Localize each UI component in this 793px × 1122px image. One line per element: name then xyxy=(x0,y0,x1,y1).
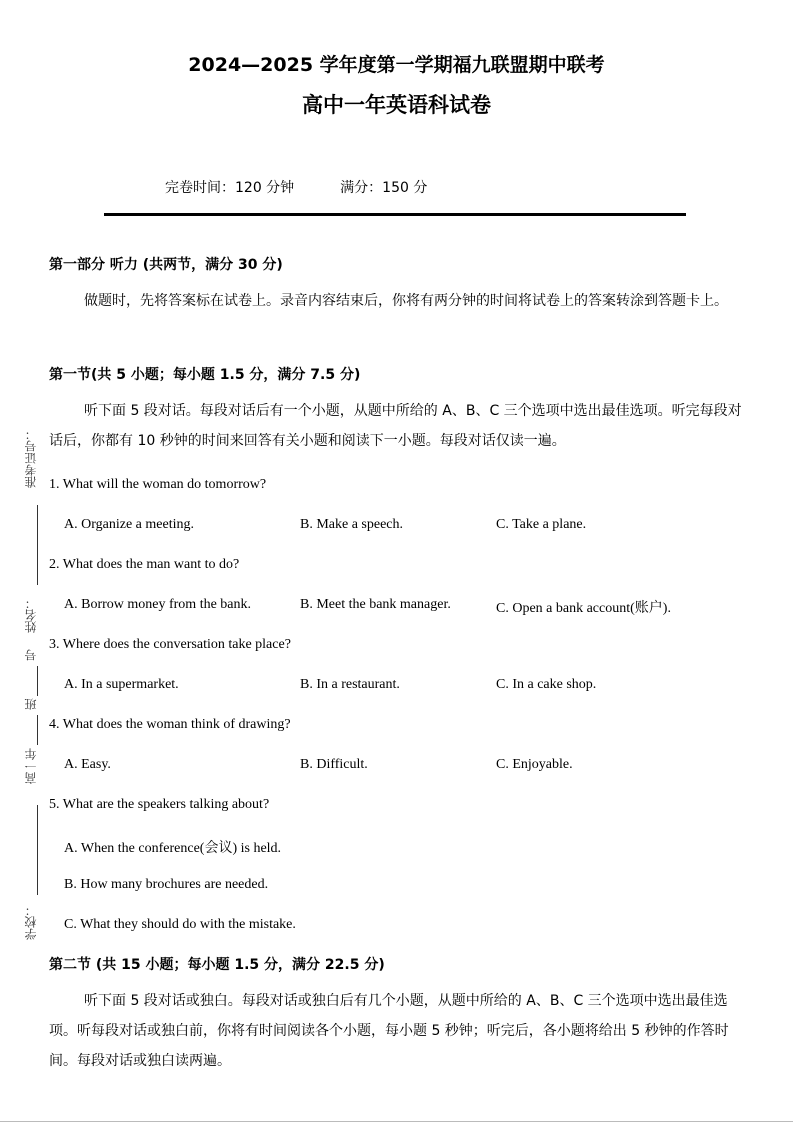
option-b: B. Meet the bank manager. xyxy=(300,597,451,612)
question-stem: 3. Where does the conversation take place? xyxy=(49,637,291,652)
side-class: 班 xyxy=(24,698,38,710)
question-stem: 4. What does the woman think of drawing? xyxy=(49,717,291,732)
side-number: 号 xyxy=(24,649,38,661)
option-a: A. In a supermarket. xyxy=(64,677,179,692)
exam-meta xyxy=(165,177,427,197)
side-line xyxy=(37,805,38,895)
option-b: B. Make a speech. xyxy=(300,517,404,532)
option-c: C. Take a plane. xyxy=(496,517,587,532)
side-exam-number: 准考证号： xyxy=(24,428,38,488)
section2-instruction: 听下面 5 段对话或独白。每段对话或独白后有几个小题，从题中所给的 A、B、C 三个选项中选出最佳选项。听每段对话或独白前，你将有时间阅读各个小题，每小题 5 秒钟；听完后，各小题将给出 5 秒钟的作答时间。每段对话或独白读两遍。 xyxy=(49,993,729,1069)
part1-instruction: 做题时，先将答案标在试卷上。录音内容结束后，你将有两分钟的时间将试卷上的答案转涂到答题卡上。 xyxy=(84,293,728,309)
option-b: B. How many brochures are needed. xyxy=(64,877,269,892)
option-b: B. In a restaurant. xyxy=(300,677,400,692)
side-line xyxy=(37,505,38,585)
option-c: C. Enjoyable. xyxy=(496,757,573,772)
exam-title: 2024—2025 学年度第一学期福九联盟期中联考 xyxy=(188,54,605,76)
question-stem: 5. What are the speakers talking about? xyxy=(49,797,270,812)
option-a: A. Easy. xyxy=(64,757,111,772)
option-a: A. Organize a meeting. xyxy=(64,517,194,532)
option-c: C. In a cake shop. xyxy=(496,677,597,692)
exam-subtitle: 高中一年英语科试卷 xyxy=(302,93,491,117)
option-b: B. Difficult. xyxy=(300,757,368,772)
side-school: 学校： xyxy=(24,904,38,940)
part1-heading: 第一部分 听力 (共两节，满分 30 分) xyxy=(49,257,283,273)
option-c: C. What they should do with the mistake. xyxy=(64,917,296,932)
option-a: A. When the conference(会议) is held. xyxy=(64,841,282,856)
side-grade: 高一年 xyxy=(24,748,38,784)
side-line xyxy=(37,666,38,696)
side-name: 姓名： xyxy=(24,597,38,633)
section1-heading: 第一节(共 5 小题；每小题 1.5 分，满分 7.5 分) xyxy=(49,367,361,383)
exam-score: 满分：150 分 xyxy=(340,180,428,196)
option-a: A. Borrow money from the bank. xyxy=(64,597,252,612)
section2-heading: 第二节 (共 15 小题；每小题 1.5 分，满分 22.5 分) xyxy=(49,957,385,973)
question-stem: 2. What does the man want to do? xyxy=(49,557,240,572)
option-c: C. Open a bank account(账户). xyxy=(496,601,671,616)
section1-instruction: 听下面 5 段对话。每段对话后有一个小题，从题中所给的 A、B、C 三个选项中选出最佳选项。听完每段对话后，你都有 10 秒钟的时间来回答有关小题和阅读下一小题。每段对话仅读一遍。 xyxy=(49,403,742,449)
header-divider xyxy=(104,213,686,216)
question-stem: 1. What will the woman do tomorrow? xyxy=(49,477,267,492)
side-line xyxy=(37,715,38,745)
exam-time: 完卷时间：120 分钟 xyxy=(165,180,295,196)
